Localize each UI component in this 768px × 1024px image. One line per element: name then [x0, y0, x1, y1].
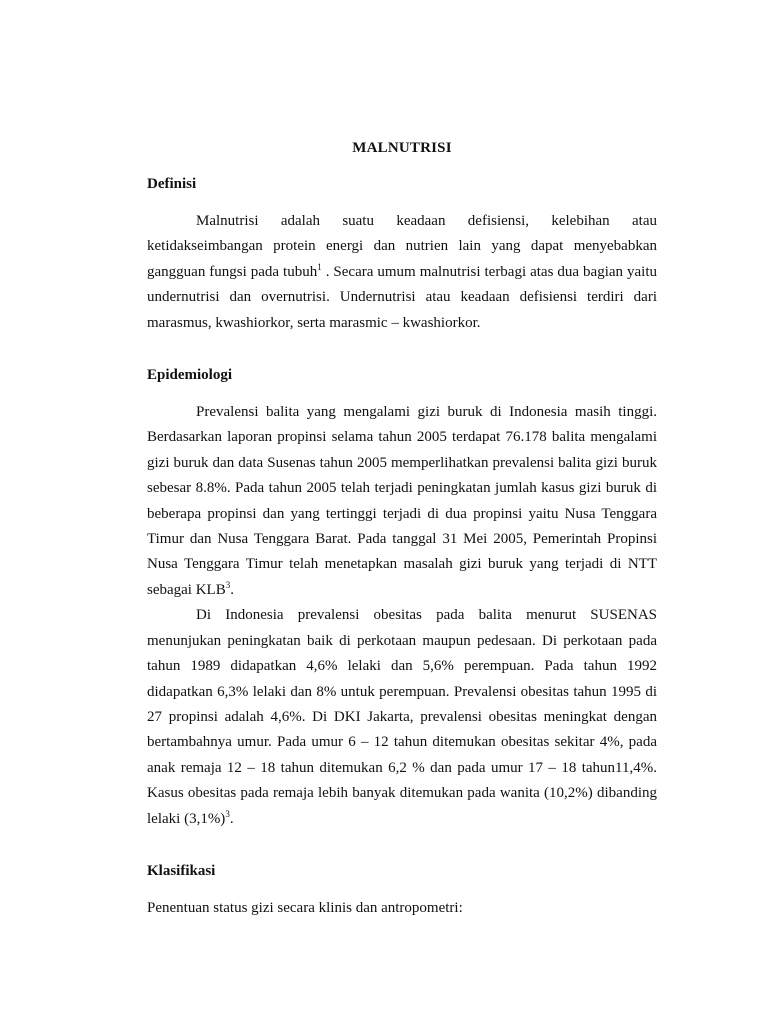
paragraph-epidemiologi-2: Di Indonesia prevalensi obesitas pada balita menurut SUSENAS menunjukan peningkatan baik di perkotaan maupun pedesaan. Di perkotaan pada tahun 1989 didapatkan 4,6% lelaki dan 5,6% perempuan. Pada tahun 1992 didapatkan 6,3% lelaki dan 8% untuk perempuan. Prevalensi obesitas tahun 1995 di 27 propinsi adalah 4,6%. Di DKI Jakarta, prevalensi obesitas meningkat dengan bertambahnya umur. Pada umur 6 – 12 tahun ditemukan obesitas sekitar 4%, pada anak remaja 12 – 18 tahun ditemukan 6,2 % dan pada umur 17 – 18 tahun11,4%. Kasus obesitas pada remaja lebih banyak ditemukan pada wanita (10,2%) dibanding lelaki $(3,1\%)^3$. — [147, 607, 657, 827]
section-heading-epidemiologi: Epidemiologi — [147, 367, 233, 384]
footnote-ref: 3 — [225, 808, 230, 819]
paragraph-klasifikasi: Penentuan status gizi secara klinis dan antropometri: — [147, 899, 463, 916]
footnote-ref: 3 — [225, 579, 231, 590]
footnote-ref: 1 — [317, 261, 322, 272]
paragraph-epidemiologi-1: Prevalensi balita yang mengalami gizi buruk di Indonesia masih tinggi. Berdasarkan laporan propinsi selama tahun 2005 terdapat 76.178 balita mengalami gizi buruk dan data Susenas tahun 2005 memperlihatkan prevalensi balita gizi buruk sebesar 8.8%. Pada tahun 2005 telah terjadi peningkatan jumlah kasus gizi buruk di beberapa propinsi dan yang tertinggi terjadi di dua propinsi yaitu Nusa Tenggara Timur dan Nusa Tenggara Barat. Pada tanggal 31 Mei 2005, Pemerintah Propinsi Nusa Tenggara Timur telah menetapkan masalah gizi buruk yang terjadi di NTT sebagai KLB$^3$. — [147, 404, 657, 598]
section-heading-klasifikasi: Klasifikasi — [147, 862, 216, 879]
document-title: MALNUTRISI — [352, 140, 452, 156]
section-heading-definisi: Definisi — [147, 176, 197, 192]
document-body — [147, 135, 657, 921]
paragraph-definisi: Malnutrisi adalah suatu keadaan defisiensi, kelebihan atau ketidakseimbangan protein energi dan nutrien lain yang dapat menyebabkan gangguan fungsi pada tubuh$^1$ . Secara umum malnutrisi terbagi atas dua bagian yaitu undernutrisi dan overnutrisi. Undernutrisi atau keadaan defisiensi terdiri dari marasmus, kwashiorkor, serta marasmic – kwashiorkor. — [147, 213, 657, 331]
